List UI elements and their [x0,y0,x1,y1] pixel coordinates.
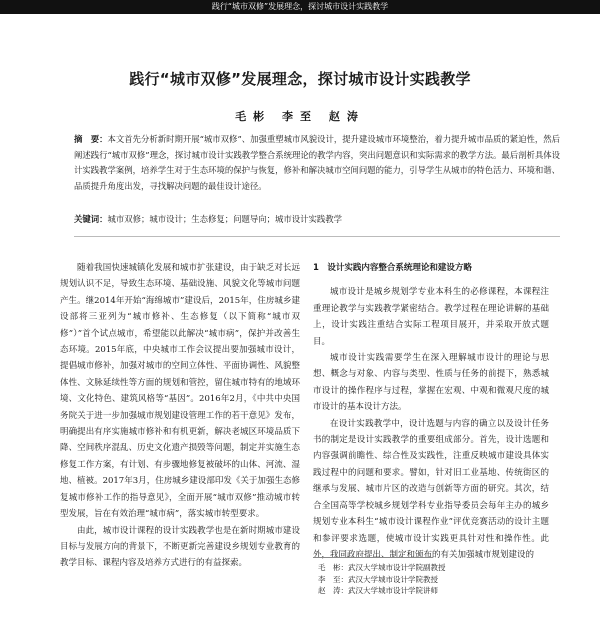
article-title: 践行“城市双修”发展理念，探讨城市设计实践教学 [129,70,471,88]
right-column [313,260,549,563]
running-title: 践行“城市双修”发展理念，探讨城市设计实践教学 [211,2,389,11]
keywords-label: 关键词： [74,214,108,224]
article-authors: 毛彬 李至 赵涛 [235,110,365,123]
keywords-text: 城市双修；城市设计；生态修复；问题导向；城市设计实践教学 [107,214,342,224]
abstract-block [74,132,560,194]
left-column [60,260,300,572]
abstract-divider [74,236,560,237]
author-footnote [318,562,558,597]
section-heading: 1 设计实践内容整合系统理论和建设方略 [313,263,472,273]
body-paragraph: 在设计实践教学中，设计选题与内容的确立以及设计任务书的制定是设计实践教学的重要组成部分。首先，设计选题和内容强调前瞻性、综合性及实践性，注重反映城市建设具体实践过程中的问题和要求。譬如，针对旧工业基地、传统街区的继承与发展、城市片区的改造与创新等方面的研究。其次，结合全国高等学校城乡规划学科专业指导委员会每年主办的城乡规划专业本科生“城市设计课程作业”评优竞赛活动的设计主题和参评要求选题，使城市设计实践更具针对性和操作性。此外，我同政府提出、制定和颁布的有关加强城市规划建设的 [313,418,549,560]
body-paragraph: 城市设计实践需要学生在深入理解城市设计的理论与思想、概念与对象、内容与类型、性质与任务的前提下，熟悉城市设计的操作程序与过程，掌握在宏观、中观和微观尺度的城市设计的基本设计方法。 [313,353,549,413]
footnote-line: 赵 涛：武汉大学城市设计学院讲师 [318,586,438,595]
body-paragraph: 城市设计是城乡规划学专业本科生的必修课程，本课程注重理论教学与实践教学紧密结合。教学过程在理论讲解的基础上，设计实践注重结合实际工程项目展开，并采取开放式题目。 [313,287,549,347]
keywords-block [74,212,560,226]
footnote-line: 毛 彬：武汉大学城市设计学院副教授 [318,563,446,572]
body-paragraph: 随着我国快速城镇化发展和城市扩张建设，由于缺乏对长远规划认识不足，导致生态环境、基础设施、风貌文化等城市问题产生。继2014年开始“海绵城市”建设后，2015年，住房城乡建设部将三亚列为“城市修补、生态修复（以下简称“城市双修”）”首个试点城市，希望能以此解决“城市病”，保护并改善生态环境。2015年底，中央城市工作会议提出要加强城市设计，提倡城市修补，加强对城市的空间立体性、平面协调性、风貌整体性、文脉延续性等方面的规划和管控，留住城市特有的地域环境、文化特色、建筑风格等“基因”。2016年2月，《中共中央国务院关于进一步加强城市规划建设管理工作的若干意见》发布，明确提出有序实施城市修补和有机更新，解决老城区环境品质下降、空间秩序混乱、历史文化遗产损毁等问题，制定并实施生态修复工作方案，有计划、有步骤地修复被破坏的山体、河流、湿地、植被。2017年3月，住房城乡建设部印发《关于加强生态修复城市修补工作的指导意见》，全面开展“城市双修”推动城市转型发展，旨在有效治理“城市病”，落实城市转型要求。 [60,263,300,520]
footnote-line: 李 至：武汉大学城市设计学院教授 [318,574,438,584]
running-header [0,0,600,14]
footnote-divider [313,557,433,558]
abstract-text: 本文首先分析新时期开展“城市双修”、加强重塑城市风貌设计，提升建设城市环境整治，着力提升城市品质的紧迫性，然后阐述践行“城市双修”理念，探讨城市设计实践教学整合系统理论的教学内容，突出问题意识和实际需求的教学方法。最后剖析具体设计实践教学案例，培养学生对于生态环境的保护与恢复，修补和解决城市空间问题的能力，引导学生从城市的特色活力、环境和谐、品质提升角度出发，寻找解决问题的最佳设计途径。 [74,134,561,191]
body-paragraph: 由此，城市设计课程的设计实践教学也是在新时期城市建设目标与发展方向的背景下，不断更新完善建设乡规划专业教育的教学目标、课程内容及培养方式进行的有益探索。 [60,525,300,569]
abstract-label: 摘 要： [74,134,108,144]
